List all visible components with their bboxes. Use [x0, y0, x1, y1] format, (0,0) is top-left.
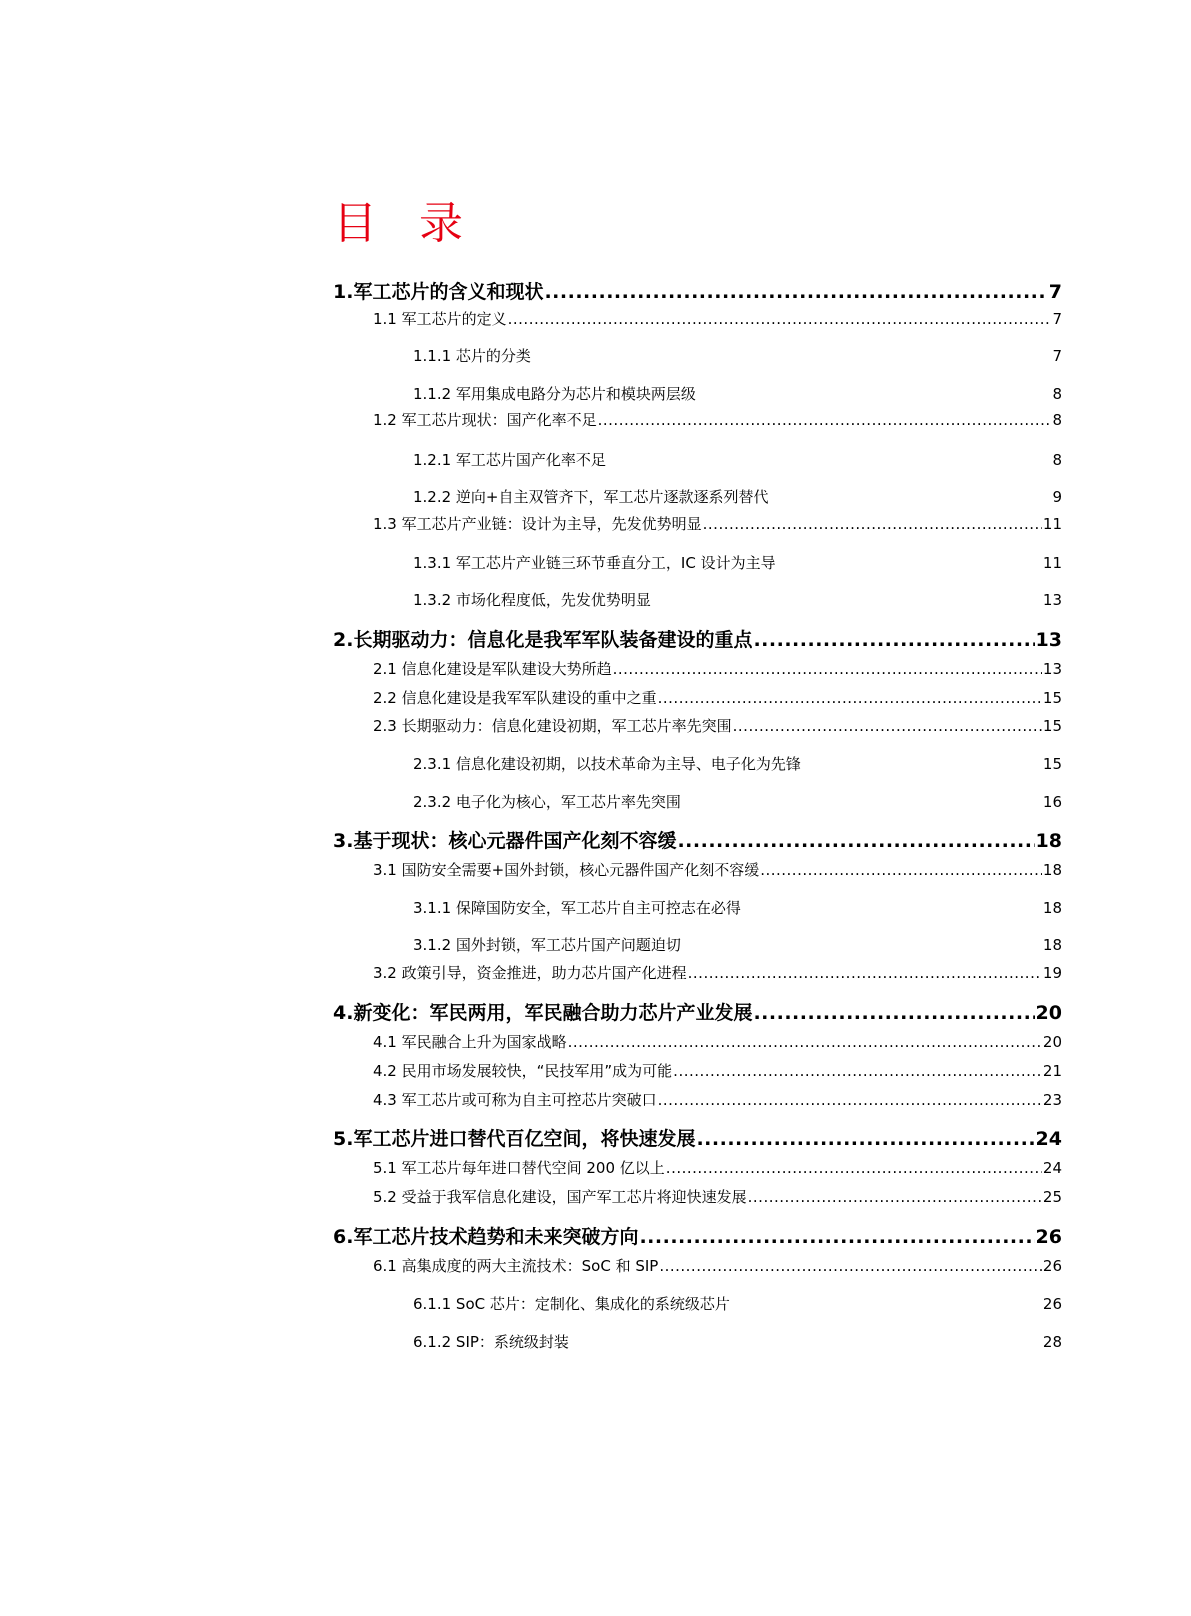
toc-entry-level-3[interactable] [413, 898, 1062, 918]
toc-entry-title: 1.2.1 军工芯片国产化率不足 [413, 451, 606, 469]
toc-dot-leader [598, 410, 1052, 430]
toc-entry-level-2[interactable] [373, 1061, 1062, 1081]
toc-entry-title: 1.3.1 军工芯片产业链三环节垂直分工，IC 设计为主导 [413, 554, 776, 572]
toc-entry-title: 1.2 军工芯片现状：国产化率不足 [373, 411, 597, 429]
toc-entry-level-2[interactable] [373, 410, 1062, 430]
toc-page-number: 28 [1042, 1333, 1062, 1351]
toc-dot-leader [748, 1187, 1042, 1207]
toc-entry-title: 1.3.2 市场化程度低，先发优势明显 [413, 591, 651, 609]
toc-dot-leader [639, 1225, 1034, 1249]
toc-entry-level-2[interactable] [373, 514, 1062, 534]
toc-dot-leader [658, 688, 1042, 708]
toc-entry-level-3[interactable] [413, 1294, 1062, 1314]
toc-page-number: 8 [1052, 385, 1062, 403]
toc-dot-leader [753, 1001, 1034, 1025]
toc-page-number: 11 [1042, 554, 1062, 572]
toc-entry-title: 4.2 民用市场发展较快，“民技军用”成为可能 [373, 1062, 673, 1080]
toc-dot-leader [760, 860, 1042, 880]
toc-entry-level-1[interactable] [333, 628, 1062, 652]
toc-page-number: 11 [1042, 515, 1062, 533]
toc-entry-title: 2.3.2 电子化为核心，军工芯片率先突围 [413, 793, 681, 811]
toc-page-number: 8 [1052, 451, 1062, 469]
toc-entry-title: 1.1.1 芯片的分类 [413, 347, 531, 365]
toc-page-number: 7 [1052, 310, 1062, 328]
toc-page-number: 24 [1035, 1128, 1062, 1150]
toc-entry-level-3[interactable] [413, 590, 1062, 610]
toc-entry-level-2[interactable] [373, 860, 1062, 880]
toc-page-number: 15 [1042, 689, 1062, 707]
toc-entry-level-2[interactable] [373, 309, 1062, 329]
toc-dot-leader [659, 1256, 1042, 1276]
toc-entry-level-3[interactable] [413, 384, 1062, 404]
toc-page-number: 7 [1048, 281, 1062, 303]
toc-page-number: 21 [1042, 1062, 1062, 1080]
toc-entry-title: 2.3.1 信息化建设初期，以技术革命为主导、电子化为先锋 [413, 755, 801, 773]
toc-entry-title: 5.军工芯片进口替代百亿空间，将快速发展 [333, 1128, 696, 1150]
toc-entry-level-3[interactable] [413, 1332, 1062, 1352]
toc-entry-level-3[interactable] [413, 346, 1062, 366]
toc-entry-title: 6.1 高集成度的两大主流技术：SoC 和 SIP [373, 1257, 659, 1275]
toc-page-number: 20 [1035, 1002, 1062, 1024]
toc-page-number: 13 [1042, 660, 1062, 678]
toc-dot-leader [753, 628, 1034, 652]
toc-dot-leader [568, 1032, 1042, 1052]
toc-page-number: 26 [1042, 1257, 1062, 1275]
toc-page-number: 13 [1035, 629, 1062, 651]
toc-dot-leader [666, 1158, 1042, 1178]
toc-page-number: 7 [1052, 347, 1062, 365]
toc-entry-level-2[interactable] [373, 688, 1062, 708]
toc-page-number: 18 [1042, 899, 1062, 917]
toc-entry-level-1[interactable] [333, 1225, 1062, 1249]
toc-entry-title: 6.1.1 SoC 芯片：定制化、集成化的系统级芯片 [413, 1295, 730, 1313]
toc-page-number: 15 [1042, 755, 1062, 773]
toc-page-number: 19 [1042, 964, 1062, 982]
toc-entry-title: 2.3 长期驱动力：信息化建设初期，军工芯片率先突围 [373, 717, 732, 735]
toc-entry-level-1[interactable] [333, 829, 1062, 853]
toc-entry-title: 1.2.2 逆向+自主双管齐下，军工芯片逐款逐系列替代 [413, 488, 769, 506]
toc-entry-level-1[interactable] [333, 1127, 1062, 1151]
toc-entry-level-2[interactable] [373, 659, 1062, 679]
toc-page-number: 26 [1035, 1226, 1062, 1248]
toc-entry-title: 4.新变化：军民两用，军民融合助力芯片产业发展 [333, 1002, 753, 1024]
toc-entry-level-2[interactable] [373, 1090, 1062, 1110]
toc-entry-level-2[interactable] [373, 1158, 1062, 1178]
toc-page-number: 25 [1042, 1188, 1062, 1206]
page-title: 目 录 [333, 198, 477, 249]
toc-entry-title: 1.军工芯片的含义和现状 [333, 281, 544, 303]
toc-entry-level-3[interactable] [413, 553, 1062, 573]
toc-entry-title: 4.3 军工芯片或可称为自主可控芯片突破口 [373, 1091, 657, 1109]
toc-page-number: 13 [1042, 591, 1062, 609]
toc-entry-title: 5.1 军工芯片每年进口替代空间 200 亿以上 [373, 1159, 665, 1177]
toc-page-number: 16 [1042, 793, 1062, 811]
toc-entry-level-2[interactable] [373, 963, 1062, 983]
toc-entry-title: 4.1 军民融合上升为国家战略 [373, 1033, 567, 1051]
toc-entry-title: 1.3 军工芯片产业链：设计为主导，先发优势明显 [373, 515, 702, 533]
toc-entry-title: 3.1.1 保障国防安全，军工芯片自主可控志在必得 [413, 899, 741, 917]
toc-dot-leader [733, 716, 1042, 736]
toc-entry-level-3[interactable] [413, 450, 1062, 470]
toc-entry-title: 3.2 政策引导，资金推进，助力芯片国产化进程 [373, 964, 687, 982]
toc-page-number: 9 [1052, 488, 1062, 506]
toc-entry-title: 3.1 国防安全需要+国外封锁，核心元器件国产化刻不容缓 [373, 861, 760, 879]
toc-entry-title: 3.1.2 国外封锁，军工芯片国产问题迫切 [413, 936, 681, 954]
toc-entry-title: 6.1.2 SIP：系统级封装 [413, 1333, 569, 1351]
toc-page-number: 26 [1042, 1295, 1062, 1313]
toc-page-number: 18 [1035, 830, 1062, 852]
toc-dot-leader [677, 829, 1034, 853]
toc-entry-level-2[interactable] [373, 1256, 1062, 1276]
toc-entry-level-3[interactable] [413, 792, 1062, 812]
toc-entry-title: 6.军工芯片技术趋势和未来突破方向 [333, 1226, 639, 1248]
toc-dot-leader [673, 1061, 1042, 1081]
toc-dot-leader [613, 659, 1042, 679]
toc-entry-level-3[interactable] [413, 754, 1062, 774]
toc-dot-leader [544, 280, 1047, 304]
toc-entry-level-3[interactable] [413, 935, 1062, 955]
toc-page-number: 15 [1042, 717, 1062, 735]
toc-entry-title: 2.1 信息化建设是军队建设大势所趋 [373, 660, 612, 678]
toc-entry-level-2[interactable] [373, 716, 1062, 736]
toc-entry-title: 2.2 信息化建设是我军军队建设的重中之重 [373, 689, 657, 707]
toc-entry-title: 2.长期驱动力：信息化是我军军队装备建设的重点 [333, 629, 753, 651]
toc-entry-level-1[interactable] [333, 1001, 1062, 1025]
toc-dot-leader [688, 963, 1042, 983]
toc-entry-level-1[interactable] [333, 280, 1062, 304]
toc-entry-level-2[interactable] [373, 1187, 1062, 1207]
toc-page-number: 23 [1042, 1091, 1062, 1109]
toc-entry-title: 5.2 受益于我军信息化建设，国产军工芯片将迎快速发展 [373, 1188, 747, 1206]
toc-dot-leader [703, 514, 1042, 534]
toc-entry-title: 1.1.2 军用集成电路分为芯片和模块两层级 [413, 385, 696, 403]
toc-dot-leader [658, 1090, 1042, 1110]
toc-entry-title: 3.基于现状：核心元器件国产化刻不容缓 [333, 830, 677, 852]
toc-dot-leader [508, 309, 1052, 329]
toc-dot-leader [696, 1127, 1034, 1151]
toc-page-number: 24 [1042, 1159, 1062, 1177]
toc-page-number: 18 [1042, 936, 1062, 954]
toc-entry-title: 1.1 军工芯片的定义 [373, 310, 507, 328]
toc-entry-level-3[interactable] [413, 487, 1062, 507]
toc-entry-level-2[interactable] [373, 1032, 1062, 1052]
toc-page-number: 20 [1042, 1033, 1062, 1051]
toc-page-number: 8 [1052, 411, 1062, 429]
toc-page-number: 18 [1042, 861, 1062, 879]
